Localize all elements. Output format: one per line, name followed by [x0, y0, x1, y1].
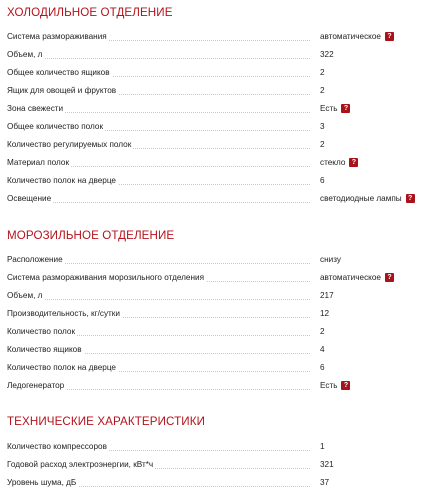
spec-value-text: 3	[320, 122, 325, 131]
help-icon[interactable]: ?	[341, 104, 350, 113]
row-leader-dots	[7, 58, 310, 59]
spec-value-text: 321	[320, 460, 334, 469]
spec-label-text: Объем, л	[7, 291, 43, 300]
help-icon[interactable]: ?	[349, 158, 358, 167]
spec-row	[0, 251, 422, 269]
spec-label	[7, 121, 105, 132]
spec-row	[0, 46, 422, 64]
spec-label	[7, 344, 84, 355]
spec-value	[320, 31, 394, 42]
spec-value	[320, 103, 350, 114]
spec-label	[7, 326, 77, 337]
tech-spec-rows	[0, 438, 422, 492]
spec-label	[7, 85, 118, 96]
help-icon[interactable]: ?	[406, 194, 415, 203]
spec-label	[7, 308, 122, 319]
spec-row	[0, 28, 422, 46]
spec-row	[0, 118, 422, 136]
spec-row	[0, 269, 422, 287]
spec-label	[7, 441, 109, 452]
spec-label-text: Объем, л	[7, 50, 43, 59]
spec-value-text: автоматическое	[320, 273, 381, 282]
spec-label-text: Количество полок на дверце	[7, 176, 116, 185]
spec-value	[320, 459, 334, 470]
help-icon[interactable]: ?	[385, 273, 394, 282]
spec-row	[0, 341, 422, 359]
fridge-spec-rows	[0, 28, 422, 208]
freezer-section-title: МОРОЗИЛЬНОЕ ОТДЕЛЕНИЕ	[7, 229, 175, 242]
spec-label	[7, 49, 44, 60]
spec-label	[7, 175, 118, 186]
spec-label	[7, 254, 65, 265]
spec-label-text: Общее количество ящиков	[7, 68, 110, 77]
spec-label	[7, 139, 133, 150]
spec-label-text: Количество компрессоров	[7, 442, 107, 451]
spec-label-text: Материал полок	[7, 158, 70, 167]
spec-row	[0, 64, 422, 82]
spec-value-text: 322	[320, 50, 334, 59]
spec-value-text: 2	[320, 86, 325, 95]
spec-label	[7, 193, 53, 204]
spec-value	[320, 139, 325, 150]
spec-row	[0, 377, 422, 395]
spec-label-text: Количество ящиков	[7, 345, 82, 354]
spec-row	[0, 359, 422, 377]
spec-value-text: светодиодные лампы	[320, 194, 402, 203]
spec-value-text: 2	[320, 327, 325, 336]
spec-value-text: 12	[320, 309, 330, 318]
spec-label-text: Уровень шума, дБ	[7, 478, 77, 487]
spec-value	[320, 326, 325, 337]
spec-row	[0, 438, 422, 456]
spec-value-text: 2	[320, 140, 325, 149]
spec-label	[7, 31, 109, 42]
spec-value	[320, 380, 350, 391]
spec-row	[0, 323, 422, 341]
spec-value	[320, 477, 329, 488]
spec-label-text: Общее количество полок	[7, 122, 104, 131]
spec-value-text: Есть	[320, 104, 338, 113]
spec-value-text: 217	[320, 291, 334, 300]
spec-label	[7, 477, 78, 488]
spec-label-text: Количество регулируемых полок	[7, 140, 132, 149]
spec-label-text: Расположение	[7, 255, 63, 264]
spec-value	[320, 175, 325, 186]
help-icon[interactable]: ?	[385, 32, 394, 41]
spec-row	[0, 136, 422, 154]
spec-value	[320, 85, 325, 96]
spec-value-text: 4	[320, 345, 325, 354]
spec-value	[320, 272, 394, 283]
spec-value	[320, 157, 358, 168]
spec-label	[7, 67, 112, 78]
spec-value	[320, 67, 325, 78]
spec-value-text: 1	[320, 442, 325, 451]
spec-label-text: Освещение	[7, 194, 52, 203]
row-leader-dots	[7, 299, 310, 300]
spec-label-text: Зона свежести	[7, 104, 64, 113]
spec-label-text: Количество полок	[7, 327, 76, 336]
spec-value-text: автоматическое	[320, 32, 381, 41]
spec-value	[320, 193, 415, 204]
spec-value-text: 6	[320, 176, 325, 185]
spec-value-text: Есть	[320, 381, 338, 390]
spec-label-text: Ледогенератор	[7, 381, 65, 390]
spec-label	[7, 362, 118, 373]
spec-value-text: 37	[320, 478, 330, 487]
spec-value-text: 6	[320, 363, 325, 372]
spec-row	[0, 82, 422, 100]
spec-label	[7, 103, 65, 114]
spec-value	[320, 121, 325, 132]
spec-label	[7, 272, 206, 283]
spec-row	[0, 474, 422, 492]
spec-row	[0, 287, 422, 305]
spec-row	[0, 172, 422, 190]
help-icon[interactable]: ?	[341, 381, 350, 390]
spec-value	[320, 344, 325, 355]
spec-value	[320, 254, 341, 265]
spec-row	[0, 456, 422, 474]
spec-label-text: Система размораживания	[7, 32, 107, 41]
spec-label	[7, 157, 71, 168]
tech-section-title: ТЕХНИЧЕСКИЕ ХАРАКТЕРИСТИКИ	[7, 415, 206, 428]
spec-label-text: Система размораживания морозильного отделения	[7, 273, 205, 282]
spec-row	[0, 190, 422, 208]
spec-value-text: снизу	[320, 255, 341, 264]
fridge-section-title: ХОЛОДИЛЬНОЕ ОТДЕЛЕНИЕ	[7, 6, 173, 19]
spec-label	[7, 380, 66, 391]
spec-value	[320, 49, 334, 60]
spec-value	[320, 362, 325, 373]
spec-row	[0, 305, 422, 323]
spec-label	[7, 290, 44, 301]
freezer-spec-rows	[0, 251, 422, 395]
spec-label	[7, 459, 155, 470]
spec-value-text: 2	[320, 68, 325, 77]
spec-label-text: Количество полок на дверце	[7, 363, 116, 372]
spec-label-text: Производительность, кг/сутки	[7, 309, 120, 318]
spec-value	[320, 308, 329, 319]
spec-label-text: Ящик для овощей и фруктов	[7, 86, 117, 95]
spec-value-text: стекло	[320, 158, 346, 167]
spec-label-text: Годовой расход электроэнергии, кВт*ч	[7, 460, 154, 469]
spec-value	[320, 441, 325, 452]
spec-row	[0, 154, 422, 172]
spec-value	[320, 290, 334, 301]
spec-row	[0, 100, 422, 118]
